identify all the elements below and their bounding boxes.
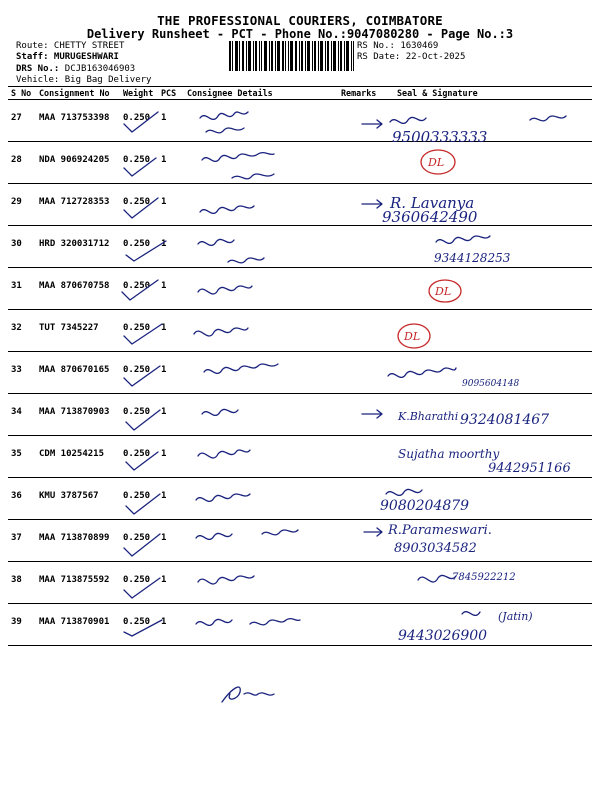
row-weight: 0.250	[120, 310, 158, 352]
row-consignee	[184, 268, 338, 310]
row-sno: 29	[8, 184, 36, 226]
row-consignee	[184, 520, 338, 562]
table-row	[8, 184, 592, 226]
row-seal	[394, 520, 592, 562]
row-pcs: 1	[158, 394, 184, 436]
row-consignee	[184, 436, 338, 478]
row-pcs: 1	[158, 226, 184, 268]
row-weight: 0.250	[120, 100, 158, 142]
row-remarks	[338, 268, 394, 310]
row-remarks	[338, 562, 394, 604]
row-consignment: CDM 10254215	[36, 436, 120, 478]
signature-phone: 9080204879	[380, 498, 470, 514]
row-consignment: MAA 713753398	[36, 100, 120, 142]
row-remarks	[338, 352, 394, 394]
row-pcs: 1	[158, 268, 184, 310]
row-weight: 0.250	[120, 604, 158, 646]
row-remarks	[338, 184, 394, 226]
row-seal	[394, 562, 592, 604]
table-row	[8, 562, 592, 604]
row-remarks	[338, 100, 394, 142]
row-consignee	[184, 394, 338, 436]
col-consignee: Consignee Details	[184, 87, 338, 100]
row-remarks	[338, 520, 394, 562]
row-sno: 28	[8, 142, 36, 184]
row-seal	[394, 268, 592, 310]
row-weight: 0.250	[120, 226, 158, 268]
row-remarks	[338, 142, 394, 184]
table-row	[8, 100, 592, 142]
route-field: Route: CHETTY STREET	[16, 41, 125, 51]
row-pcs: 1	[158, 100, 184, 142]
signature-phone: 7845922212	[452, 572, 516, 583]
signature-phone: 9500333333	[392, 128, 488, 146]
row-consignee	[184, 478, 338, 520]
signature-name: K.Bharathi	[398, 410, 459, 423]
rs-date: RS Date: 22-Oct-2025	[357, 52, 466, 62]
staff-signature	[222, 687, 274, 702]
row-seal	[394, 478, 592, 520]
table-row	[8, 352, 592, 394]
row-seal	[394, 226, 592, 268]
row-consignee	[184, 310, 338, 352]
row-sno: 30	[8, 226, 36, 268]
row-remarks	[338, 478, 394, 520]
row-pcs: 1	[158, 436, 184, 478]
signature-name: R.Parameswari.	[388, 523, 492, 538]
row-consignment: MAA 712728353	[36, 184, 120, 226]
row-weight: 0.250	[120, 436, 158, 478]
row-seal	[394, 394, 592, 436]
row-remarks	[338, 604, 394, 646]
signature-name: Sujatha moorthy	[398, 447, 500, 461]
barcode	[229, 41, 354, 71]
row-pcs: 1	[158, 478, 184, 520]
row-sno: 36	[8, 478, 36, 520]
drs-field	[16, 64, 135, 74]
row-weight: 0.250	[120, 478, 158, 520]
staff-field: Staff: MURUGESHWARI	[16, 52, 119, 62]
drs-label: DRS No.:	[16, 64, 60, 74]
row-sno: 33	[8, 352, 36, 394]
row-weight: 0.250	[120, 562, 158, 604]
row-consignment: MAA 870670165	[36, 352, 120, 394]
row-pcs: 1	[158, 604, 184, 646]
col-weight: Weight	[120, 87, 158, 100]
row-pcs: 1	[158, 142, 184, 184]
row-weight: 0.250	[120, 268, 158, 310]
row-weight: 0.250	[120, 520, 158, 562]
row-consignee	[184, 142, 338, 184]
row-sno: 39	[8, 604, 36, 646]
row-sno: 32	[8, 310, 36, 352]
row-consignee	[184, 352, 338, 394]
row-sno: 34	[8, 394, 36, 436]
row-consignment: HRD 320031712	[36, 226, 120, 268]
row-pcs: 1	[158, 184, 184, 226]
signature-name: R. Lavanya	[390, 194, 475, 212]
row-consignment: MAA 713870903	[36, 394, 120, 436]
row-seal	[394, 604, 592, 646]
row-remarks	[338, 226, 394, 268]
col-consignment: Consignment No	[36, 87, 120, 100]
table-row	[8, 310, 592, 352]
signature-phone: 9443026900	[398, 628, 488, 644]
row-weight: 0.250	[120, 142, 158, 184]
table-row	[8, 478, 592, 520]
table-header-row	[8, 87, 592, 100]
row-consignment: MAA 870670758	[36, 268, 120, 310]
row-seal	[394, 142, 592, 184]
table-row	[8, 142, 592, 184]
row-seal	[394, 184, 592, 226]
row-remarks	[338, 436, 394, 478]
row-weight: 0.250	[120, 352, 158, 394]
row-consignment: NDA 906924205	[36, 142, 120, 184]
row-consignee	[184, 226, 338, 268]
document-title: THE PROFESSIONAL COURIERS, COIMBATORE	[157, 13, 443, 28]
col-seal: Seal & Signature	[394, 87, 592, 100]
row-sno: 27	[8, 100, 36, 142]
dl-stamp-text: DL	[428, 156, 445, 169]
row-consignee	[184, 100, 338, 142]
row-consignment: KMU 3787567	[36, 478, 120, 520]
table-row	[8, 226, 592, 268]
row-pcs: 1	[158, 310, 184, 352]
row-consignee	[184, 604, 338, 646]
col-remarks: Remarks	[338, 87, 394, 100]
table-row	[8, 604, 592, 646]
row-sno: 35	[8, 436, 36, 478]
row-pcs: 1	[158, 352, 184, 394]
row-seal	[394, 436, 592, 478]
row-seal	[394, 310, 592, 352]
signature-phone: 8903034582	[394, 541, 477, 556]
row-pcs: 1	[158, 562, 184, 604]
row-consignee	[184, 562, 338, 604]
row-remarks	[338, 394, 394, 436]
table-row	[8, 436, 592, 478]
row-remarks	[338, 310, 394, 352]
signature-phone: 9360642490	[382, 208, 478, 226]
vehicle-field: Vehicle: Big Bag Delivery	[16, 75, 152, 85]
signature-note: (Jatin)	[498, 610, 533, 623]
dl-stamp-text: DL	[435, 285, 452, 298]
dl-stamp-text: DL	[404, 330, 421, 343]
row-seal	[394, 352, 592, 394]
row-sno: 31	[8, 268, 36, 310]
signature-phone: 9344128253	[434, 251, 511, 265]
row-seal	[394, 100, 592, 142]
row-consignment: TUT 7345227	[36, 310, 120, 352]
signature-phone: 9095604148	[462, 379, 520, 389]
row-sno: 38	[8, 562, 36, 604]
table-row	[8, 268, 592, 310]
row-consignment: MAA 713870899	[36, 520, 120, 562]
document-subtitle: Delivery Runsheet - PCT - Phone No.:9047080280 - Page No.:3	[86, 27, 514, 41]
col-pcs: PCS	[158, 87, 184, 100]
rs-number: RS No.: 1630469	[357, 41, 439, 51]
row-pcs: 1	[158, 520, 184, 562]
signature-phone: 9324081467	[460, 412, 550, 428]
row-consignee	[184, 184, 338, 226]
row-weight: 0.250	[120, 184, 158, 226]
runsheet-table	[8, 86, 592, 646]
row-weight: 0.250	[120, 394, 158, 436]
row-consignment: MAA 713870901	[36, 604, 120, 646]
row-sno: 37	[8, 520, 36, 562]
row-consignment: MAA 713875592	[36, 562, 120, 604]
signature-phone: 9442951166	[488, 461, 571, 476]
table-row	[8, 394, 592, 436]
table-row	[8, 520, 592, 562]
col-sno: S No	[8, 87, 36, 100]
drs-value: DCJB163046903	[64, 64, 136, 74]
